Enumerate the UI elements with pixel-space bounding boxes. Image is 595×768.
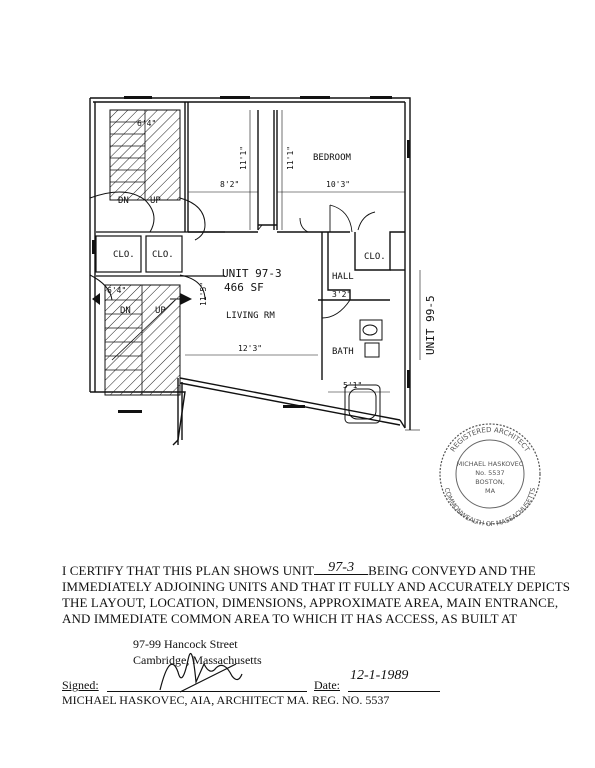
closet-label-1: CLO. <box>113 250 135 260</box>
dim-bedroom-width: 10'3" <box>326 180 351 189</box>
dim-hall-width: 3'2" <box>332 290 352 299</box>
cert-after-unit: BEING CONVEYD AND THE IMMEDIATELY ADJOINING UNITS AND THAT IT FULLY AND ACCURATELY DEPICTS THE LAYOUT, LOCATION, DIMENSIONS, APPROXIMATE AREA, MAIN ENTRANCE, AND IMMEDIATE COMMON AREA TO WHICH IT HAS ACCESS, AS BUILT AT <box>62 563 571 626</box>
unit-title: UNIT 97-3 <box>222 267 282 280</box>
stair-upper-up: UP <box>150 196 161 206</box>
architect-line: MICHAEL HASKOVEC, AIA, ARCHITECT MA. REG. NO. 5537 <box>62 693 390 707</box>
adjacent-unit-label: UNIT 99-5 <box>424 295 437 355</box>
interior-walls <box>185 102 405 380</box>
svg-text:BOSTON,: BOSTON, <box>475 478 505 486</box>
dim-entry: 11'5" <box>199 281 208 306</box>
room-label-living: LIVING RM <box>226 311 275 321</box>
svg-text:COMMONWEALTH OF MASSACHUSETTS: COMMONWEALTH OF MASSACHUSETTS <box>442 486 538 529</box>
certification-text <box>62 560 582 627</box>
cert-before-unit: I CERTIFY THAT THIS PLAN SHOWS UNIT <box>62 563 315 578</box>
closet-label-2: CLO. <box>152 250 174 260</box>
svg-text:No. 5537: No. 5537 <box>475 469 505 477</box>
room-label-bedroom: BEDROOM <box>313 153 351 163</box>
door-swings <box>258 205 375 318</box>
address-line-2: Cambridge, Massachusetts <box>133 653 262 667</box>
signed-label: Signed: <box>62 678 99 692</box>
dim-room-left-height: 11'1" <box>239 145 248 170</box>
dim-room-left-width: 8'2" <box>220 180 240 189</box>
dim-stair-bottom: 6'4" <box>107 286 127 295</box>
dim-stair-top: 6'4" <box>137 119 157 128</box>
unit-area: 466 SF <box>224 281 264 294</box>
stair-lower-dn: DN <box>120 306 131 316</box>
svg-text:MA: MA <box>484 487 496 495</box>
date-value: 12-1-1989 <box>350 668 409 683</box>
room-label-hall: HALL <box>332 272 354 282</box>
address-line-1: 97-99 Hancock Street <box>133 637 238 651</box>
signature-line <box>107 691 307 692</box>
stair-upper-dn: DN <box>118 196 129 206</box>
cert-unit-handwritten: 97-3 <box>314 562 368 575</box>
dim-bedroom-height: 11'1" <box>286 145 295 170</box>
stair-lower <box>105 285 180 395</box>
room-label-bath: BATH <box>332 347 354 357</box>
svg-text:MICHAEL HASKOVEC: MICHAEL HASKOVEC <box>456 460 524 468</box>
stair-lower-up: UP <box>155 306 166 316</box>
dim-bath-width: 5'1" <box>343 381 363 390</box>
date-label: Date: <box>314 678 340 692</box>
svg-text:REGISTERED ARCHITECT: REGISTERED ARCHITECT <box>448 425 532 454</box>
bath-fixtures <box>345 320 382 423</box>
date-line <box>348 691 440 692</box>
dim-living-width: 12'3" <box>238 344 263 353</box>
architect-seal <box>440 424 540 528</box>
closet-label-3: CLO. <box>364 252 386 262</box>
